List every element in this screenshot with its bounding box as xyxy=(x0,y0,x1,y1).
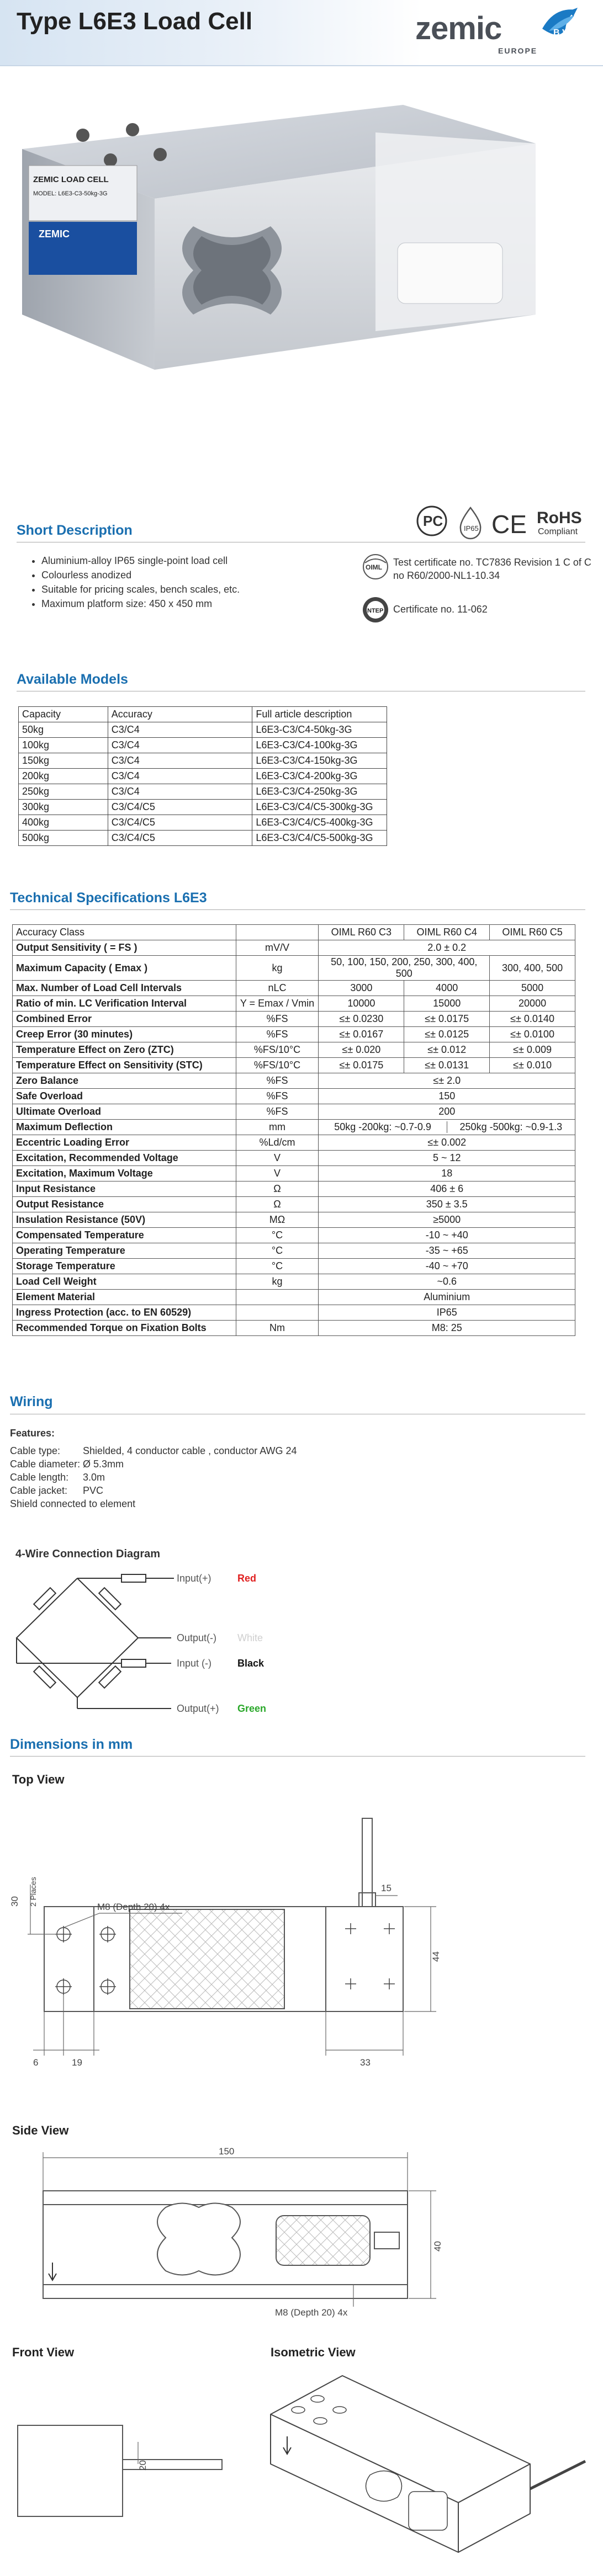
cell: 18 xyxy=(319,1166,575,1181)
cell: C3/C4/C5 xyxy=(108,815,252,831)
cell: L6E3-C3/C4/C5-300kg-3G xyxy=(252,800,387,815)
front-view-drawing xyxy=(11,2365,243,2530)
cell: 100kg xyxy=(19,738,108,753)
cell: C3/C4 xyxy=(108,738,252,753)
wire-label: Output(+) xyxy=(177,1703,219,1714)
ip-drop-icon xyxy=(461,508,480,539)
cell: ≤± 0.0230 xyxy=(319,1012,404,1027)
table-row xyxy=(13,1212,575,1228)
dim-places: 2 Places xyxy=(29,1877,38,1907)
cell: Maximum Capacity ( Emax ) xyxy=(13,956,236,981)
table-row xyxy=(19,784,387,800)
cell: Load Cell Weight xyxy=(13,1274,236,1290)
isometric-view-label: Isometric View xyxy=(271,2345,356,2359)
features-label: Features: xyxy=(10,1428,55,1439)
cell: 4000 xyxy=(404,981,490,996)
table-row xyxy=(19,753,387,769)
label-brand: ZEMIC xyxy=(39,228,70,239)
cell: Ultimate Overload xyxy=(13,1104,236,1120)
cell: M8: 25 xyxy=(319,1321,575,1336)
cable-value: PVC xyxy=(83,1485,104,1496)
table-row xyxy=(13,1012,575,1027)
dim-30: 30 xyxy=(9,1896,20,1907)
cell: ≤± 0.009 xyxy=(490,1042,575,1058)
cell: ≤± 0.0140 xyxy=(490,1012,575,1027)
cell: Accuracy Class xyxy=(13,925,236,940)
dim-thread: M8 (Depth 20) 4x xyxy=(97,1902,170,1912)
cell: %FS xyxy=(236,1012,319,1027)
cable-value: Shielded, 4 conductor cable , conductor AWG 24 xyxy=(83,1445,297,1456)
dim-6: 6 xyxy=(33,2057,39,2068)
table-row xyxy=(13,956,575,981)
cell: 50kg -200kg: ~0.7-0.9 xyxy=(319,1121,447,1133)
table-header-row xyxy=(19,707,387,722)
dim-19: 19 xyxy=(72,2057,82,2068)
table-row xyxy=(13,1058,575,1073)
cell: 300, 400, 500 xyxy=(490,956,575,981)
cell: ≤± 0.012 xyxy=(404,1042,490,1058)
cell: C3/C4 xyxy=(108,722,252,738)
table-row xyxy=(19,722,387,738)
cell: OIML R60 C4 xyxy=(404,925,490,940)
dim-44: 44 xyxy=(431,1951,441,1962)
wire-color-name: Black xyxy=(237,1658,265,1669)
models-table xyxy=(18,706,387,846)
brand-sub: EUROPE xyxy=(498,46,538,55)
cell: C3/C4 xyxy=(108,784,252,800)
table-row xyxy=(13,1166,575,1181)
cell: 150kg xyxy=(19,753,108,769)
table-row xyxy=(13,925,575,940)
short-description-heading: Short Description xyxy=(17,523,133,538)
cell: Temperature Effect on Zero (ZTC) xyxy=(13,1042,236,1058)
cell: Zero Balance xyxy=(13,1073,236,1089)
table-row xyxy=(13,1197,575,1212)
column-header: Capacity xyxy=(19,707,108,722)
cell: °C xyxy=(236,1243,319,1259)
cell: %FS xyxy=(236,1089,319,1104)
cell: 250kg xyxy=(19,784,108,800)
cell: 10000 xyxy=(319,996,404,1012)
label-line1: ZEMIC LOAD CELL xyxy=(33,175,109,184)
table-row xyxy=(13,1274,575,1290)
cell: L6E3-C3/C4-50kg-3G xyxy=(252,722,387,738)
pc-mark-icon: PC xyxy=(423,513,443,529)
cell: C3/C4 xyxy=(108,753,252,769)
cell xyxy=(236,1305,319,1321)
table-row xyxy=(13,1243,575,1259)
wiring-heading: Wiring xyxy=(10,1394,53,1409)
dim-33: 33 xyxy=(360,2057,371,2068)
cell: ≤± 0.0131 xyxy=(404,1058,490,1073)
table-row xyxy=(13,1321,575,1336)
cell: -10 ~ +40 xyxy=(319,1228,575,1243)
cell: Safe Overload xyxy=(13,1089,236,1104)
oiml-mark: OIML xyxy=(366,563,382,571)
cell: Ω xyxy=(236,1197,319,1212)
cell: 20000 xyxy=(490,996,575,1012)
cell: L6E3-C3/C4-200kg-3G xyxy=(252,769,387,784)
brand-name: zemic xyxy=(415,10,502,46)
cell: nLC xyxy=(236,981,319,996)
cell: Eccentric Loading Error xyxy=(13,1135,236,1151)
cell: ≤± 2.0 xyxy=(319,1073,575,1089)
cell: 5000 xyxy=(490,981,575,996)
page-title: Type L6E3 Load Cell xyxy=(17,8,253,35)
table-row xyxy=(13,996,575,1012)
cell: ≤± 0.020 xyxy=(319,1042,404,1058)
table-row xyxy=(13,940,575,956)
dim-150: 150 xyxy=(219,2146,235,2157)
cell: Element Material xyxy=(13,1290,236,1305)
oiml-certificate: Test certificate no. TC7836 Revision 1 C of C no R60/2000-NL1-10.34 xyxy=(393,557,591,581)
cert-logos xyxy=(415,503,592,539)
brand-badge: B.V. xyxy=(553,28,570,38)
diagram-title: 4-Wire Connection Diagram xyxy=(15,1548,161,1560)
cell: ≥5000 xyxy=(319,1212,575,1228)
cable-key: Cable type: xyxy=(10,1445,61,1456)
cell: ≤± 0.0125 xyxy=(404,1027,490,1042)
cell: Ω xyxy=(236,1181,319,1197)
cable-value: 3.0m xyxy=(83,1472,105,1483)
isometric-drawing xyxy=(265,2365,596,2574)
cable-spec-list xyxy=(10,1444,297,1510)
dim-40: 40 xyxy=(432,2241,443,2252)
cell: %FS xyxy=(236,1104,319,1120)
divider xyxy=(10,1756,585,1757)
cell: C3/C4/C5 xyxy=(108,800,252,815)
cell: V xyxy=(236,1166,319,1181)
cell: MΩ xyxy=(236,1212,319,1228)
divider xyxy=(10,909,585,910)
cell: ≤± 0.010 xyxy=(490,1058,575,1073)
cell: Output Sensitivity ( = FS ) xyxy=(13,940,236,956)
cell: OIML R60 C3 xyxy=(319,925,404,940)
cell: %FS/10°C xyxy=(236,1058,319,1073)
brand-emblem-icon xyxy=(538,7,581,45)
cell: 2.0 ± 0.2 xyxy=(319,940,575,956)
cell: Input Resistance xyxy=(13,1181,236,1197)
wire-label: Input (-) xyxy=(177,1658,212,1669)
ce-mark: CE xyxy=(491,510,527,539)
cell: 15000 xyxy=(404,996,490,1012)
front-view-label: Front View xyxy=(12,2345,75,2359)
cell: 406 ± 6 xyxy=(319,1181,575,1197)
cell: Excitation, Recommended Voltage xyxy=(13,1151,236,1166)
available-models-heading: Available Models xyxy=(17,672,128,687)
cell: %FS xyxy=(236,1027,319,1042)
cell: ≤± 0.002 xyxy=(319,1135,575,1151)
wire-label: Output(-) xyxy=(177,1632,217,1643)
cell xyxy=(236,1290,319,1305)
cell: Combined Error xyxy=(13,1012,236,1027)
ntep-certificate: Certificate no. 11-062 xyxy=(393,604,488,615)
zemic-logo xyxy=(415,7,581,62)
wire-color-name: White xyxy=(237,1632,263,1643)
table-row xyxy=(19,800,387,815)
cell: Temperature Effect on Sensitivity (STC) xyxy=(13,1058,236,1073)
cell: °C xyxy=(236,1259,319,1274)
side-view-label: Side View xyxy=(12,2123,69,2137)
cell: ≤± 0.0175 xyxy=(319,1058,404,1073)
cell: Recommended Torque on Fixation Bolts xyxy=(13,1321,236,1336)
dim-20: 20 xyxy=(137,2460,148,2471)
cell: mV/V xyxy=(236,940,319,956)
table-row xyxy=(19,738,387,753)
cell: ~0.6 xyxy=(319,1274,575,1290)
rohs-sub: Compliant xyxy=(538,527,578,536)
cell: kg xyxy=(236,1274,319,1290)
table-row xyxy=(13,1259,575,1274)
cell: Compensated Temperature xyxy=(13,1228,236,1243)
cell: 5 ~ 12 xyxy=(319,1151,575,1166)
list-item xyxy=(10,1471,297,1484)
shield-note: Shield connected to element xyxy=(10,1498,136,1509)
cell xyxy=(319,1120,575,1135)
cable-key: Cable jacket: xyxy=(10,1485,68,1496)
cell: 400kg xyxy=(19,815,108,831)
ip-rating: IP65 xyxy=(464,524,479,533)
technical-specs-heading: Technical Specifications L6E3 xyxy=(10,890,207,906)
cell: 50kg xyxy=(19,722,108,738)
cell: OIML R60 C5 xyxy=(490,925,575,940)
list-item xyxy=(10,1484,297,1497)
side-view-drawing xyxy=(11,2141,508,2318)
cell: C3/C4 xyxy=(108,769,252,784)
dimensions-heading: Dimensions in mm xyxy=(10,1737,133,1752)
table-row xyxy=(19,769,387,784)
cell: 50, 100, 150, 200, 250, 300, 400, 500 xyxy=(319,956,490,981)
ntep-mark: NTEP xyxy=(367,608,384,614)
list-item xyxy=(10,1444,297,1457)
description-list xyxy=(41,553,373,611)
cell: Storage Temperature xyxy=(13,1259,236,1274)
cell: 150 xyxy=(319,1089,575,1104)
table-row xyxy=(13,1181,575,1197)
table-row xyxy=(13,1027,575,1042)
cell: mm xyxy=(236,1120,319,1135)
top-view-label: Top View xyxy=(12,1773,65,1786)
cell: 300kg xyxy=(19,800,108,815)
wire-color-name: Green xyxy=(237,1703,267,1714)
table-row xyxy=(13,1089,575,1104)
cell: 250kg -500kg: ~0.9-1.3 xyxy=(459,1121,563,1132)
cell: Excitation, Maximum Voltage xyxy=(13,1166,236,1181)
table-row xyxy=(13,1228,575,1243)
cell: Y = Emax / Vmin xyxy=(236,996,319,1012)
ntep-logo-icon xyxy=(362,596,389,624)
cell: Creep Error (30 minutes) xyxy=(13,1027,236,1042)
table-row xyxy=(13,1104,575,1120)
table-row xyxy=(13,1290,575,1305)
product-photo xyxy=(22,83,580,458)
column-header: Full article description xyxy=(252,707,387,722)
cell: 350 ± 3.5 xyxy=(319,1197,575,1212)
cell: ≤± 0.0167 xyxy=(319,1027,404,1042)
list-item: • Maximum platform size: 450 x 450 mm xyxy=(41,597,373,611)
cell: Ingress Protection (acc. to EN 60529) xyxy=(13,1305,236,1321)
wiring-diagram xyxy=(11,1566,320,1726)
table-row xyxy=(13,1135,575,1151)
list-item: • Colourless anodized xyxy=(41,568,373,582)
cell: °C xyxy=(236,1228,319,1243)
cell: Operating Temperature xyxy=(13,1243,236,1259)
cell: %FS/10°C xyxy=(236,1042,319,1058)
list-item xyxy=(10,1457,297,1471)
cell: Max. Number of Load Cell Intervals xyxy=(13,981,236,996)
table-row xyxy=(13,1305,575,1321)
specs-table xyxy=(12,924,575,1336)
table-row xyxy=(19,815,387,831)
top-view-drawing xyxy=(11,1796,508,2105)
cell: L6E3-C3/C4-100kg-3G xyxy=(252,738,387,753)
cell: L6E3-C3/C4-150kg-3G xyxy=(252,753,387,769)
cell: L6E3-C3/C4-250kg-3G xyxy=(252,784,387,800)
list-item: • Aluminium-alloy IP65 single-point load cell xyxy=(41,553,373,568)
cell: IP65 xyxy=(319,1305,575,1321)
list-item: • Suitable for pricing scales, bench scales, etc. xyxy=(41,582,373,597)
cell: ≤± 0.0100 xyxy=(490,1027,575,1042)
cell: ≤± 0.0175 xyxy=(404,1012,490,1027)
oiml-logo-icon xyxy=(362,553,389,581)
cell: 200 xyxy=(319,1104,575,1120)
dim-15: 15 xyxy=(381,1883,392,1893)
cell: C3/C4/C5 xyxy=(108,831,252,846)
cell: -35 ~ +65 xyxy=(319,1243,575,1259)
cell: Maximum Deflection xyxy=(13,1120,236,1135)
cell: kg xyxy=(236,956,319,981)
cell xyxy=(236,925,319,940)
table-row xyxy=(13,1120,575,1135)
cable-value: Ø 5.3mm xyxy=(83,1459,124,1470)
cell: %FS xyxy=(236,1073,319,1089)
wire-label: Input(+) xyxy=(177,1573,211,1584)
cell: V xyxy=(236,1151,319,1166)
cell: Ratio of min. LC Verification Interval xyxy=(13,996,236,1012)
label-line2: MODEL: L6E3-C3-50kg-3G xyxy=(33,190,108,197)
cell: Insulation Resistance (50V) xyxy=(13,1212,236,1228)
table-row xyxy=(19,831,387,846)
cell: L6E3-C3/C4/C5-400kg-3G xyxy=(252,815,387,831)
cell: Aluminium xyxy=(319,1290,575,1305)
cell: 200kg xyxy=(19,769,108,784)
table-row xyxy=(13,981,575,996)
table-row xyxy=(13,1042,575,1058)
cell: Output Resistance xyxy=(13,1197,236,1212)
cable-key: Cable length: xyxy=(10,1472,69,1483)
table-row xyxy=(13,1073,575,1089)
cell: 500kg xyxy=(19,831,108,846)
cell: -40 ~ +70 xyxy=(319,1259,575,1274)
cell: 3000 xyxy=(319,981,404,996)
column-header: Accuracy xyxy=(108,707,252,722)
cell: L6E3-C3/C4/C5-500kg-3G xyxy=(252,831,387,846)
cell: Nm xyxy=(236,1321,319,1336)
rohs-mark: RoHS xyxy=(537,509,582,527)
cell: %Ld/cm xyxy=(236,1135,319,1151)
wire-color-name: Red xyxy=(237,1573,257,1584)
table-row xyxy=(13,1151,575,1166)
cable-key: Cable diameter: xyxy=(10,1459,81,1470)
side-thread: M8 (Depth 20) 4x xyxy=(275,2307,348,2318)
